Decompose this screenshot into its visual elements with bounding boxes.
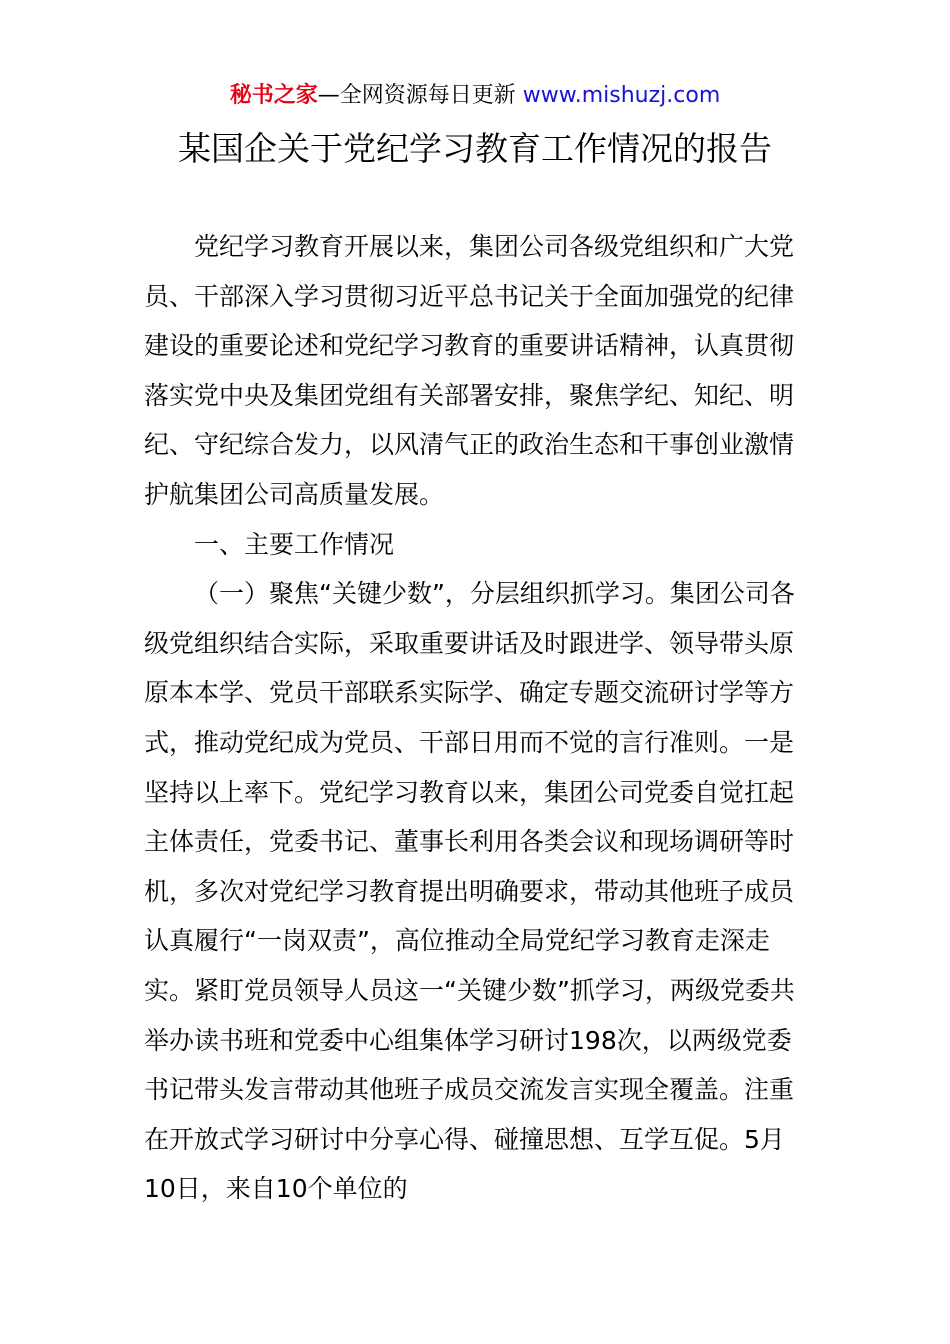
brand-tagline: —全网资源每日更新 [317,83,516,108]
site-url: www.mishuzj.com [522,83,721,108]
document-body [144,222,808,1214]
site-banner [0,80,950,112]
section-heading: 一、主要工作情况 [194,529,395,559]
brand-name: 秘书之家 [229,83,318,108]
intro-paragraph: 党纪学习教育开展以来，集团公司各级党组织和广大党员、干部深入学习贯彻习近平总书记关于全面加强党的纪律建设的重要论述和党纪学习教育的重要讲话精神，认真贯彻落实党中央及集团党组有关部署安排，聚焦学纪、知纪、明纪、守纪综合发力，以风清气正的政治生态和干事创业激情护航集团公司高质量发展。 [144,232,795,509]
body-paragraph: （一）聚焦“关键少数”，分层组织抓学习。集团公司各级党组织结合实际，采取重要讲话及时跟进学、领导带头原原本本学、党员干部联系实际学、确定专题交流研讨学等方式，推动党纪成为党员、干部日用而不觉的言行准则。一是坚持以上率下。党纪学习教育以来，集团公司党委自觉扛起主体责任，党委书记、董事长利用各类会议和现场调研等时机，多次对党纪学习教育提出明确要求，带动其他班子成员认真履行“一岗双责”，高位推动全局党纪学习教育走深走实。紧盯党员领导人员这一“关键少数”抓学习，两级党委共举办读书班和党委中心组集体学习研讨198次，以两级党委书记带头发言带动其他班子成员交流发言实现全覆盖。注重在开放式学习研讨中分享心得、碰撞思想、互学互促。5月10日，来自10个单位的 [144,579,795,1204]
document-title: 某国企关于党纪学习教育工作情况的报告 [178,129,772,168]
